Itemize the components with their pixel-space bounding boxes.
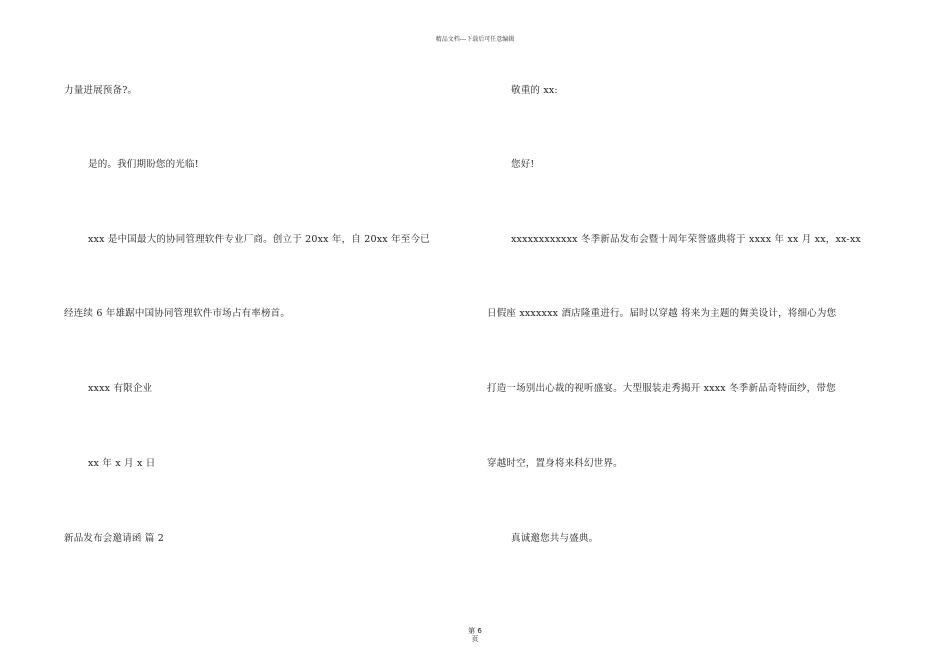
section-title: 新品发布会邀请函 篇 2 [64,533,164,544]
closing-line: 真诚邀您共与盛典。 [511,533,599,544]
paragraph-line: 是的。我们期盼您的光临! [88,159,199,170]
paragraph-line: xxx 是中国最大的协同管理软件专业厂商。创立于 20xx 年，自 20xx 年至今已 [88,234,430,245]
page-number-suffix: 页 [471,635,479,643]
salutation: 敬重的 xx: [511,85,558,96]
paragraph-line: 经连续 6 年雄踞中国协同管理软件市场占有率榜首。 [64,308,291,319]
paragraph-line: 日假座 xxxxxxx 酒店隆重进行。届时以穿越 将来为主题的舞美设计，将细心为您 [487,308,837,319]
paragraph-line: xxxxxxxxxxxx 冬季新品发布会暨十周年荣誉盛典将于 xxxx 年 xx 月 xx，xx-xx [511,234,861,245]
page-number [460,627,490,643]
date-line: xx 年 x 月 x 日 [88,458,156,469]
page-header: 精品文档---下载后可任意编辑 [435,36,515,43]
paragraph-line: 穿越时空，置身将来科幻世界。 [487,458,623,469]
greeting: 您好! [511,159,535,170]
paragraph-line: 力量进展预备?。 [64,85,138,96]
company-name: xxxx 有限企业 [88,383,153,394]
page-number-label: 第 6 [468,627,482,635]
paragraph-line: 打造一场别出心裁的视听盛宴。大型服装走秀揭开 xxxx 冬季新品奇特面纱，带您 [487,383,836,394]
